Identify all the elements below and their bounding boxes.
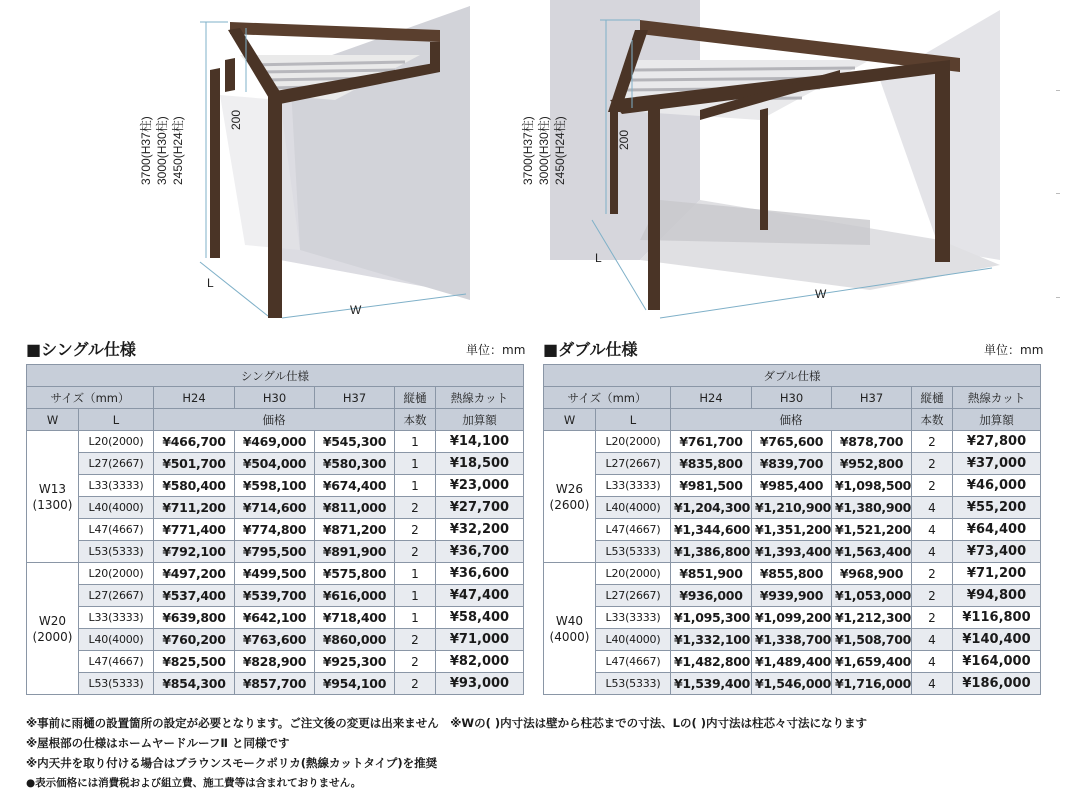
table-row: [544, 453, 1041, 475]
price-h37: ¥1,053,000: [832, 585, 912, 607]
width-cell: [544, 431, 596, 563]
dim-W-label: W: [815, 287, 827, 301]
single-section-title: ■シングル仕様: [26, 340, 136, 359]
price-h30: ¥765,600: [752, 431, 832, 453]
price-h24: ¥771,400: [154, 519, 235, 541]
length-cell: L47(4667): [79, 519, 154, 541]
dim-200-label: 200: [617, 129, 631, 150]
table-row: [544, 519, 1041, 541]
gutter-count: 4: [912, 541, 953, 563]
table-row: [544, 431, 1041, 453]
price-h24: ¥537,400: [154, 585, 235, 607]
length-cell: L27(2667): [596, 585, 671, 607]
size-header: サイズ（mm）: [27, 387, 154, 409]
price-h37: ¥1,508,700: [832, 629, 912, 651]
h37-header: H37: [832, 387, 912, 409]
heat-cut-add: ¥93,000: [436, 673, 524, 695]
heat-cut-add: ¥71,200: [953, 563, 1041, 585]
gutter-count: 2: [912, 563, 953, 585]
gutter-count: 2: [395, 497, 436, 519]
length-cell: L40(4000): [79, 497, 154, 519]
table-caption: シングル仕様: [27, 365, 524, 387]
gutter-header: 縦樋: [912, 387, 953, 409]
table-row: [544, 651, 1041, 673]
price-h24: ¥792,100: [154, 541, 235, 563]
table-caption: ダブル仕様: [544, 365, 1041, 387]
price-h37: ¥1,380,900: [832, 497, 912, 519]
gutter-count: 4: [912, 629, 953, 651]
price-h37: ¥952,800: [832, 453, 912, 475]
price-h24: ¥835,800: [671, 453, 752, 475]
heat-cut-add: ¥14,100: [436, 431, 524, 453]
length-cell: L47(4667): [79, 651, 154, 673]
price-h30: ¥539,700: [235, 585, 315, 607]
table-row: [544, 629, 1041, 651]
length-cell: L20(2000): [79, 431, 154, 453]
gutter-count: 2: [395, 519, 436, 541]
heat-cut-add: ¥36,700: [436, 541, 524, 563]
price-h30: ¥985,400: [752, 475, 832, 497]
price-header: 価格: [154, 409, 395, 431]
heat-cut-add: ¥73,400: [953, 541, 1041, 563]
single-carport-illustration: [0, 0, 540, 330]
length-cell: L53(5333): [596, 673, 671, 695]
notes: [26, 713, 867, 793]
table-row: [544, 585, 1041, 607]
gutter-count: 2: [912, 453, 953, 475]
h24-header: H24: [154, 387, 235, 409]
dim-L-label: L: [595, 251, 602, 265]
price-h37: ¥1,716,000: [832, 673, 912, 695]
height-label-2450: 2450(H24柱): [553, 116, 567, 185]
price-h37: ¥545,300: [315, 431, 395, 453]
heat-cut-add: ¥27,700: [436, 497, 524, 519]
l-header: L: [79, 409, 154, 431]
note-2: ※屋根部の仕様はホームヤードルーフⅡ と同様です: [26, 736, 290, 750]
gutter-count: 4: [912, 673, 953, 695]
heat-cut-add: ¥94,800: [953, 585, 1041, 607]
gutter-count: 4: [912, 651, 953, 673]
heat-cut-add: ¥186,000: [953, 673, 1041, 695]
table-row: [27, 475, 524, 497]
price-h24: ¥761,700: [671, 431, 752, 453]
table-row: [27, 497, 524, 519]
gutter-count: 2: [395, 629, 436, 651]
width-code: W13: [38, 481, 67, 496]
price-h24: ¥1,332,100: [671, 629, 752, 651]
length-cell: L20(2000): [596, 563, 671, 585]
price-h37: ¥860,000: [315, 629, 395, 651]
price-h37: ¥1,659,400: [832, 651, 912, 673]
gutter-count: 1: [395, 585, 436, 607]
gutter-count: 2: [912, 431, 953, 453]
height-label-3700: 3700(H37柱): [139, 116, 153, 185]
heat-cut-add: ¥55,200: [953, 497, 1041, 519]
heat-cut-add: ¥36,600: [436, 563, 524, 585]
length-cell: L33(3333): [596, 475, 671, 497]
width-cell: [27, 563, 79, 695]
price-h24: ¥854,300: [154, 673, 235, 695]
heat-cut-add: ¥71,000: [436, 629, 524, 651]
gutter-count: 2: [395, 673, 436, 695]
double-carport-illustration: [521, 0, 1066, 330]
length-cell: L40(4000): [79, 629, 154, 651]
price-h24: ¥1,482,800: [671, 651, 752, 673]
gutter-count: 1: [395, 607, 436, 629]
heat-cut-add: ¥37,000: [953, 453, 1041, 475]
price-h24: ¥981,500: [671, 475, 752, 497]
table-row: [27, 673, 524, 695]
price-h30: ¥774,800: [235, 519, 315, 541]
price-h24: ¥580,400: [154, 475, 235, 497]
price-h37: ¥616,000: [315, 585, 395, 607]
dim-W-label: W: [350, 303, 362, 317]
price-h37: ¥1,098,500: [832, 475, 912, 497]
length-cell: L33(3333): [79, 475, 154, 497]
gutter-count: 1: [395, 475, 436, 497]
width-mm: (4000): [549, 629, 590, 644]
price-h37: ¥871,200: [315, 519, 395, 541]
width-mm: (2600): [549, 497, 590, 512]
length-cell: L33(3333): [596, 607, 671, 629]
table-row: [544, 607, 1041, 629]
heat-cut-add: ¥32,200: [436, 519, 524, 541]
h24-header: H24: [671, 387, 752, 409]
price-h37: ¥718,400: [315, 607, 395, 629]
width-code: W40: [555, 613, 584, 628]
length-cell: L47(4667): [596, 651, 671, 673]
heat-cut-add: ¥27,800: [953, 431, 1041, 453]
price-h30: ¥839,700: [752, 453, 832, 475]
price-h37: ¥1,521,200: [832, 519, 912, 541]
table-row: [544, 497, 1041, 519]
gutter-count-header: 本数: [912, 409, 953, 431]
price-h30: ¥504,000: [235, 453, 315, 475]
table-row: [27, 607, 524, 629]
table-row: [27, 563, 524, 585]
gutter-count: 2: [912, 585, 953, 607]
height-label-3700: 3700(H37柱): [521, 116, 535, 185]
price-h24: ¥1,539,400: [671, 673, 752, 695]
heat-cut-add: ¥64,400: [953, 519, 1041, 541]
price-h30: ¥469,000: [235, 431, 315, 453]
price-header: 価格: [671, 409, 912, 431]
heat-cut-add: ¥46,000: [953, 475, 1041, 497]
table-row: [27, 629, 524, 651]
gutter-count: 1: [395, 563, 436, 585]
width-cell: [544, 563, 596, 695]
heat-cut-add: ¥82,000: [436, 651, 524, 673]
gutter-count: 2: [912, 607, 953, 629]
price-h24: ¥1,386,800: [671, 541, 752, 563]
h30-header: H30: [752, 387, 832, 409]
price-h37: ¥1,563,400: [832, 541, 912, 563]
double-unit-label: 単位：mm: [984, 343, 1044, 357]
price-h37: ¥891,900: [315, 541, 395, 563]
length-cell: L27(2667): [79, 585, 154, 607]
width-code: W20: [38, 613, 67, 628]
single-unit-label: 単位：mm: [466, 343, 526, 357]
table-row: [27, 651, 524, 673]
gutter-count: 4: [912, 497, 953, 519]
double-section-title: ■ダブル仕様: [543, 340, 638, 359]
gutter-header: 縦樋: [395, 387, 436, 409]
price-h30: ¥598,100: [235, 475, 315, 497]
table-row: [27, 453, 524, 475]
price-h30: ¥857,700: [235, 673, 315, 695]
h37-header: H37: [315, 387, 395, 409]
price-h24: ¥1,344,600: [671, 519, 752, 541]
price-h30: ¥1,546,000: [752, 673, 832, 695]
price-h24: ¥851,900: [671, 563, 752, 585]
price-h30: ¥1,393,400: [752, 541, 832, 563]
gutter-count: 1: [395, 431, 436, 453]
gutter-count: 1: [395, 453, 436, 475]
heat-cut-add: ¥116,800: [953, 607, 1041, 629]
length-cell: L33(3333): [79, 607, 154, 629]
note-1: ※事前に雨樋の設置箇所の設定が必要となります。ご注文後の変更は出来ません ※Wの( )内寸法は壁から柱芯までの寸法、Lの( )内寸法は柱芯々寸法になります: [26, 716, 867, 730]
price-h24: ¥936,000: [671, 585, 752, 607]
size-header: サイズ（mm）: [544, 387, 671, 409]
width-code: W26: [555, 481, 584, 496]
price-h30: ¥828,900: [235, 651, 315, 673]
length-cell: L27(2667): [596, 453, 671, 475]
note-3: ※内天井を取り付ける場合はブラウンスモークポリカ(熱線カットタイプ)を推奨: [26, 756, 438, 770]
price-h37: ¥968,900: [832, 563, 912, 585]
price-h24: ¥711,200: [154, 497, 235, 519]
single-spec-table: [26, 364, 524, 695]
length-cell: L27(2667): [79, 453, 154, 475]
length-cell: L40(4000): [596, 629, 671, 651]
gutter-count: 2: [912, 475, 953, 497]
width-cell: [27, 431, 79, 563]
length-cell: L47(4667): [596, 519, 671, 541]
length-cell: L53(5333): [596, 541, 671, 563]
price-h30: ¥939,900: [752, 585, 832, 607]
dim-L-label: L: [207, 276, 214, 290]
price-h37: ¥1,212,300: [832, 607, 912, 629]
table-row: [27, 519, 524, 541]
heat-header: 熱線カット: [953, 387, 1041, 409]
price-h30: ¥1,489,400: [752, 651, 832, 673]
price-h24: ¥1,095,300: [671, 607, 752, 629]
length-cell: L20(2000): [79, 563, 154, 585]
height-label-3000: 3000(H30柱): [155, 116, 169, 185]
height-label-2450: 2450(H24柱): [171, 116, 185, 185]
price-h30: ¥763,600: [235, 629, 315, 651]
length-cell: L20(2000): [596, 431, 671, 453]
price-h24: ¥1,204,300: [671, 497, 752, 519]
w-header: W: [544, 409, 596, 431]
heat-cut-add: ¥58,400: [436, 607, 524, 629]
price-h30: ¥1,338,700: [752, 629, 832, 651]
heat-cut-add: ¥164,000: [953, 651, 1041, 673]
price-h30: ¥1,099,200: [752, 607, 832, 629]
price-h37: ¥954,100: [315, 673, 395, 695]
table-row: [27, 431, 524, 453]
w-header: W: [27, 409, 79, 431]
price-h30: ¥714,600: [235, 497, 315, 519]
gutter-count-header: 本数: [395, 409, 436, 431]
length-cell: L53(5333): [79, 541, 154, 563]
note-4: ●表示価格には消費税および組立費、施工費等は含まれておりません。: [26, 777, 362, 789]
price-h37: ¥575,800: [315, 563, 395, 585]
length-cell: L53(5333): [79, 673, 154, 695]
heat-cut-add: ¥18,500: [436, 453, 524, 475]
price-h30: ¥642,100: [235, 607, 315, 629]
length-cell: L40(4000): [596, 497, 671, 519]
heat-add-header: 加算額: [953, 409, 1041, 431]
price-h30: ¥1,351,200: [752, 519, 832, 541]
table-row: [27, 541, 524, 563]
gutter-count: 2: [395, 541, 436, 563]
table-row: [544, 541, 1041, 563]
price-h24: ¥639,800: [154, 607, 235, 629]
price-h24: ¥466,700: [154, 431, 235, 453]
table-row: [27, 585, 524, 607]
table-row: [544, 475, 1041, 497]
width-mm: (2000): [32, 629, 73, 644]
dim-200-label: 200: [229, 109, 243, 130]
double-spec-table: [543, 364, 1041, 695]
h30-header: H30: [235, 387, 315, 409]
price-h30: ¥795,500: [235, 541, 315, 563]
gutter-count: 2: [395, 651, 436, 673]
heat-add-header: 加算額: [436, 409, 524, 431]
l-header: L: [596, 409, 671, 431]
price-h37: ¥580,300: [315, 453, 395, 475]
price-h30: ¥499,500: [235, 563, 315, 585]
heat-cut-add: ¥47,400: [436, 585, 524, 607]
table-row: [544, 673, 1041, 695]
price-h24: ¥501,700: [154, 453, 235, 475]
table-row: [544, 563, 1041, 585]
price-h30: ¥855,800: [752, 563, 832, 585]
price-h37: ¥674,400: [315, 475, 395, 497]
price-h24: ¥497,200: [154, 563, 235, 585]
width-mm: (1300): [32, 497, 73, 512]
heat-header: 熱線カット: [436, 387, 524, 409]
price-h24: ¥825,500: [154, 651, 235, 673]
height-label-3000: 3000(H30柱): [537, 116, 551, 185]
heat-cut-add: ¥140,400: [953, 629, 1041, 651]
price-h37: ¥878,700: [832, 431, 912, 453]
price-h30: ¥1,210,900: [752, 497, 832, 519]
heat-cut-add: ¥23,000: [436, 475, 524, 497]
price-h37: ¥811,000: [315, 497, 395, 519]
gutter-count: 4: [912, 519, 953, 541]
price-h24: ¥760,200: [154, 629, 235, 651]
price-h37: ¥925,300: [315, 651, 395, 673]
